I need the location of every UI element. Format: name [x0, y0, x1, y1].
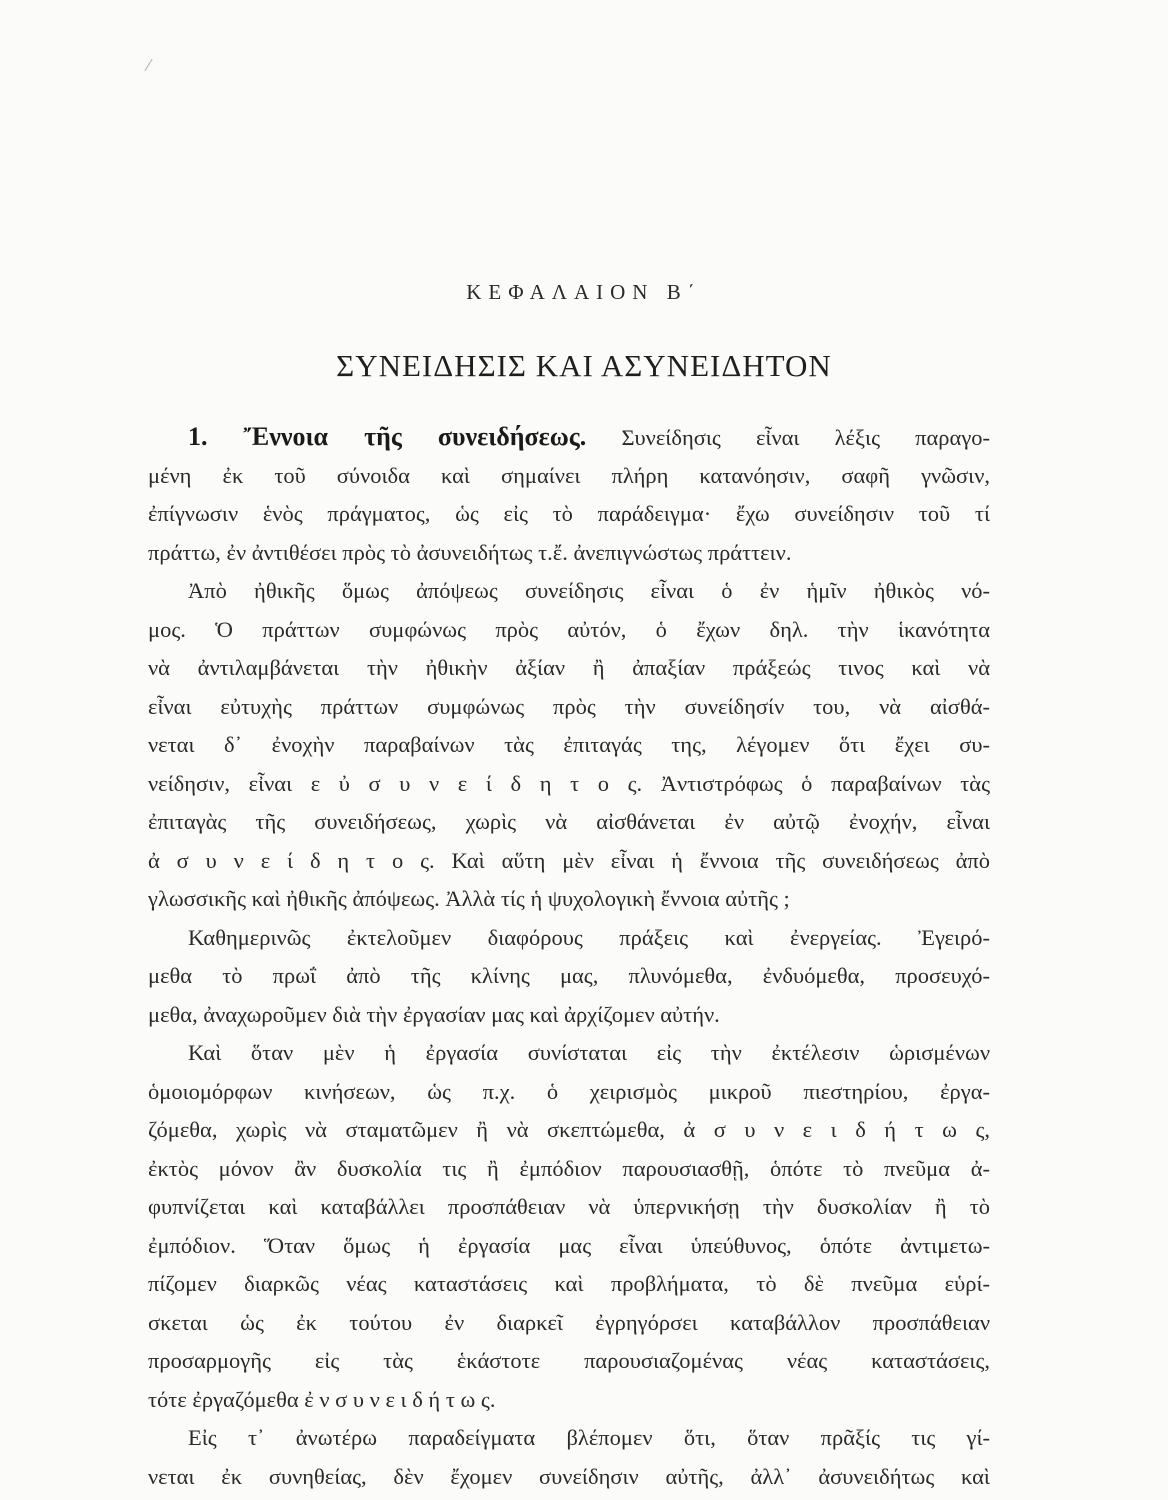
- text-line: ζόμεθα, χωρὶς νὰ σταματῶμεν ἢ νὰ σκεπτώμεθα, ἀ σ υ ν ε ι δ ή τ ω ς,: [148, 1117, 990, 1142]
- text-line: ἐπιταγὰς τῆς συνειδήσεως, χωρὶς νὰ αἰσθάνεται ἐν αὐτῷ ἐνοχήν, εἶναι: [148, 809, 990, 834]
- text-line: σκεται ὡς ἐκ τούτου ἐν διαρκεῖ ἐγρηγόρσει καταβάλλον προσπάθειαν: [148, 1309, 990, 1335]
- text-line: εἶναι εὐτυχὴς πράττων συμφώνως πρὸς τὴν συνείδησίν του, νὰ αἰσθά-: [148, 693, 990, 719]
- page-speck-mark: [144, 59, 152, 71]
- text-line: ἀ σ υ ν ε ί δ η τ ο ς. Καὶ αὕτη μὲν εἶναι ἡ ἔννοια τῆς συνειδήσεως ἀπὸ: [148, 847, 990, 873]
- section-first-line: Συνείδησις εἶναι λέξις παραγο-: [621, 425, 990, 450]
- text-line: νείδησιν, εἶναι ε ὐ σ υ ν ε ί δ η τ ο ς. Ἀντιστρόφως ὁ παραβαίνων τὰς: [148, 770, 990, 796]
- text-line: γλωσσικῆς καὶ ἠθικῆς ἀπόψεως. Ἀλλὰ τίς ἡ ψυχολογικὴ ἔννοια αὐτῆς ;: [148, 886, 790, 911]
- text-line: πράττω, ἐν ἀντιθέσει πρὸς τὸ ἀσυνειδήτως τ.ἔ. ἀνεπιγνώστως πράττειν.: [148, 539, 792, 565]
- body-text: [148, 418, 990, 1496]
- text-line: μεθα τὸ πρωΐ ἀπὸ τῆς κλίνης μας, πλυνόμεθα, ἐνδυόμεθα, προσευχό-: [148, 963, 990, 988]
- chapter-title: ΣΥΝΕΙΔΗΣΙΣ ΚΑΙ ΑΣΥΝΕΙΔΗΤΟΝ: [336, 348, 832, 383]
- text-line: Ἀπὸ ἠθικῆς ὅμως ἀπόψεως συνείδησις εἶναι ὁ ἐν ἡμῖν ἠθικὸς νό-: [188, 578, 990, 603]
- text-line: μένη ἐκ τοῦ σύνοιδα καὶ σημαίνει πλήρη κατανόησιν, σαφῆ γνῶσιν,: [148, 462, 990, 488]
- text-line: φυπνίζεται καὶ καταβάλλει προσπάθειαν νὰ ὑπερνικήσῃ τὴν δυσκολίαν ἢ τὸ: [148, 1194, 990, 1219]
- text-line: τότε ἐργαζόμεθα ἐ ν σ υ ν ε ι δ ή τ ω ς.: [148, 1386, 496, 1412]
- text-line: ἐκτὸς μόνον ἂν δυσκολία τις ἢ ἐμπόδιον παρουσιασθῇ, ὁπότε τὸ πνεῦμα ἀ-: [148, 1155, 990, 1181]
- text-line: πίζομεν διαρκῶς νέας καταστάσεις καὶ προβλήματα, τὸ δὲ πνεῦμα εὑρί-: [148, 1271, 990, 1296]
- text-line: νεται ἐκ συνηθείας, δὲν ἔχομεν συνείδησιν αὐτῆς, ἀλλ᾽ ἀσυνειδήτως καὶ: [148, 1463, 990, 1489]
- text-line: Καὶ ὅταν μὲν ἡ ἐργασία συνίσταται εἰς τὴν ἐκτέλεσιν ὡρισμένων: [188, 1040, 990, 1065]
- text-line: νεται δ᾽ ἐνοχὴν παραβαίνων τὰς ἐπιταγάς της, λέγομεν ὅτι ἔχει συ-: [148, 732, 990, 757]
- text-line: [148, 418, 990, 457]
- section-heading: 1. Ἔννοια τῆς συνειδήσεως.: [188, 422, 587, 451]
- text-line: ἐπίγνωσιν ἑνὸς πράγματος, ὡς εἰς τὸ παράδειγμα· ἔχω συνείδησιν τοῦ τί: [148, 501, 990, 526]
- text-line: νὰ ἀντιλαμβάνεται τὴν ἠθικὴν ἀξίαν ἢ ἀπαξίαν πράξεώς τινος καὶ νὰ: [148, 655, 990, 680]
- text-line: Εἰς τ᾽ ἀνωτέρω παραδείγματα βλέπομεν ὅτι, ὅταν πρᾶξίς τις γί-: [188, 1425, 990, 1450]
- chapter-label: ΚΕΦΑΛΑΙΟΝ Β΄: [466, 280, 702, 304]
- text-line: μος. Ὁ πράττων συμφώνως πρὸς αὐτόν, ὁ ἔχων δηλ. τὴν ἱκανότητα: [148, 616, 990, 642]
- text-line: μεθα, ἀναχωροῦμεν διὰ τὴν ἐργασίαν μας καὶ ἀρχίζομεν αὐτήν.: [148, 1001, 720, 1027]
- text-line: Καθημερινῶς ἐκτελοῦμεν διαφόρους πράξεις καὶ ἐνεργείας. Ἐγειρό-: [188, 924, 990, 950]
- text-line: προσαρμογῆς εἰς τὰς ἑκάστοτε παρουσιαζομένας νέας καταστάσεις,: [148, 1348, 990, 1373]
- text-line: ὁμοιομόρφων κινήσεων, ὡς π.χ. ὁ χειρισμὸς μικροῦ πιεστηρίου, ἐργα-: [148, 1078, 990, 1104]
- text-line: ἐμπόδιον. Ὅταν ὅμως ἡ ἐργασία μας εἶναι ὑπεύθυνος, ὁπότε ἀντιμετω-: [148, 1232, 990, 1258]
